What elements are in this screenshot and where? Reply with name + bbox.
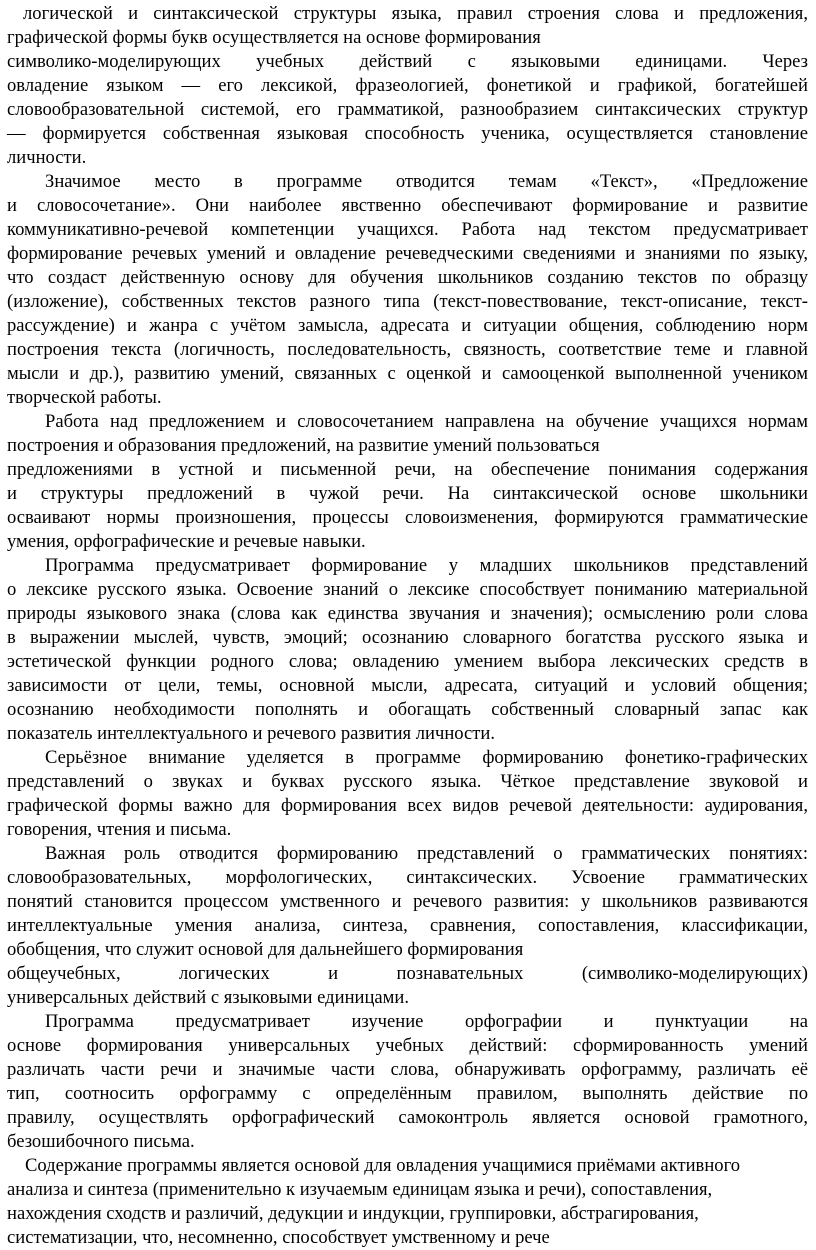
- text-line: основе формирования универсальных учебных действий: сформированность умений: [7, 1035, 808, 1056]
- text-line: осознанию необходимости пополнять и обогащать собственный словарный запас как: [7, 699, 808, 720]
- paragraph-first-line: Серьёзное внимание уделяется в программе формированию фонетико-графических: [45, 747, 808, 768]
- text-line: построения текста (логичность, последовательность, связность, соответствие теме и главной: [7, 339, 808, 360]
- text-line: творческой работы.: [7, 387, 162, 408]
- text-line: обобщения, что служит основой для дальнейшего формирования: [7, 939, 524, 960]
- text-line: графической формы важно для формирования всех видов речевой деятельности: аудирования,: [7, 795, 808, 816]
- text-line: безошибочного письма.: [7, 1131, 195, 1152]
- text-line: коммуникативно-речевой компетенции учащихся. Работа над текстом предусматривает: [7, 219, 808, 240]
- text-line: умения, орфографические и речевые навыки.: [7, 531, 366, 552]
- text-line: нахождения сходств и различий, дедукции и индукции, группировки, абстрагирования,: [7, 1203, 699, 1224]
- text-line: предложениями в устной и письменной речи, на обеспечение понимания содержания: [7, 459, 808, 480]
- text-line: осваивают нормы произношения, процессы словоизменения, формируются грамматические: [7, 507, 808, 528]
- text-line: построения и образования предложений, на развитие умений пользоваться: [7, 435, 600, 456]
- paragraph-first-line: Программа предусматривает изучение орфографии и пунктуации на: [45, 1011, 808, 1032]
- text-line: что создаст действенную основу для обучения школьников созданию текстов по образцу: [7, 267, 808, 288]
- text-line: и структуры предложений в чужой речи. На синтаксической основе школьники: [7, 483, 808, 504]
- text-line: универсальных действий с языковыми единицами.: [7, 987, 410, 1008]
- text-line: о лексике русского языка. Освоение знаний о лексике способствует пониманию материальной: [7, 579, 808, 600]
- text-line: различать части речи и значимые части слова, обнаруживать орфограмму, различать её: [7, 1059, 808, 1080]
- text-line: эстетической функции родного слова; овладению умением выбора лексических средств в: [7, 651, 808, 672]
- text-line: представлений о звуках и буквах русского языка. Чёткое представление звуковой и: [7, 771, 808, 792]
- paragraph-first-line: Работа над предложением и словосочетанием направлена на обучение учащихся нормам: [45, 411, 808, 432]
- text-line: говорения, чтения и письма.: [7, 819, 232, 840]
- text-line: систематизации, что, несомненно, способствует умственному и рече: [7, 1227, 550, 1248]
- text-line: словообразовательных, морфологических, синтаксических. Усвоение грамматических: [7, 867, 808, 888]
- text-line: правилу, осуществлять орфографический самоконтроль является основой грамотного,: [7, 1107, 808, 1128]
- text-line: формирование речевых умений и овладение речеведческими сведениями и знаниями по языку,: [7, 243, 808, 264]
- text-line: графической формы букв осуществляется на основе формирования: [7, 27, 541, 48]
- paragraph-first-line: Важная роль отводится формированию представлений о грамматических понятиях:: [45, 843, 808, 864]
- text-line: понятий становится процессом умственного и речевого развития: у школьников развиваются: [7, 891, 808, 912]
- text-line: анализа и синтеза (применительно к изучаемым единицам языка и речи), сопоставления,: [7, 1179, 713, 1200]
- text-line: тип, соотносить орфограмму с определённым правилом, выполнять действие по: [7, 1083, 808, 1104]
- text-line: (изложение), собственных текстов разного типа (текст-повествование, текст-описание, текст-: [7, 291, 808, 312]
- text-line: общеучебных, логических и познавательных (символико-моделирующих): [7, 963, 808, 984]
- text-line: в выражении мыслей, чувств, эмоций; осознанию словарного богатства русского языка и: [7, 627, 808, 648]
- text-line: и словосочетание». Они наиболее явственно обеспечивают формирование и развитие: [7, 195, 808, 216]
- paragraph-first-line: Содержание программы является основой для овладения учащимися приёмами активного: [25, 1155, 741, 1176]
- text-line: природы языкового знака (слова как единства звучания и значения); осмыслению роли слова: [7, 603, 808, 624]
- text-line: интеллектуальные умения анализа, синтеза, сравнения, сопоставления, классификации,: [7, 915, 808, 936]
- text-line: овладение языком — его лексикой, фразеологией, фонетикой и графикой, богатейшей: [7, 75, 808, 96]
- text-line: зависимости от цели, темы, основной мысли, адресата, ситуаций и условий общения;: [7, 675, 808, 696]
- text-line: символико-моделирующих учебных действий с языковыми единицами. Через: [7, 51, 808, 72]
- text-line: личности.: [7, 147, 87, 168]
- text-line: мысли и др.), развитию умений, связанных с оценкой и самооценкой выполненной учеником: [7, 363, 808, 384]
- text-line: словообразовательной системой, его грамматикой, разнообразием синтаксических структур: [7, 99, 808, 120]
- paragraph-first-line: Программа предусматривает формирование у младших школьников представлений: [45, 555, 808, 576]
- text-line: показатель интеллектуального и речевого развития личности.: [7, 723, 496, 744]
- paragraph-first-line: Значимое место в программе отводится темам «Текст», «Предложение: [45, 171, 808, 192]
- text-line: логической и синтаксической структуры языка, правил строения слова и предложения,: [23, 3, 808, 24]
- text-line: рассуждение) и жанра с учётом замысла, адресата и ситуации общения, соблюдению норм: [7, 315, 808, 336]
- text-line: — формируется собственная языковая способность ученика, осуществляется становление: [7, 123, 808, 144]
